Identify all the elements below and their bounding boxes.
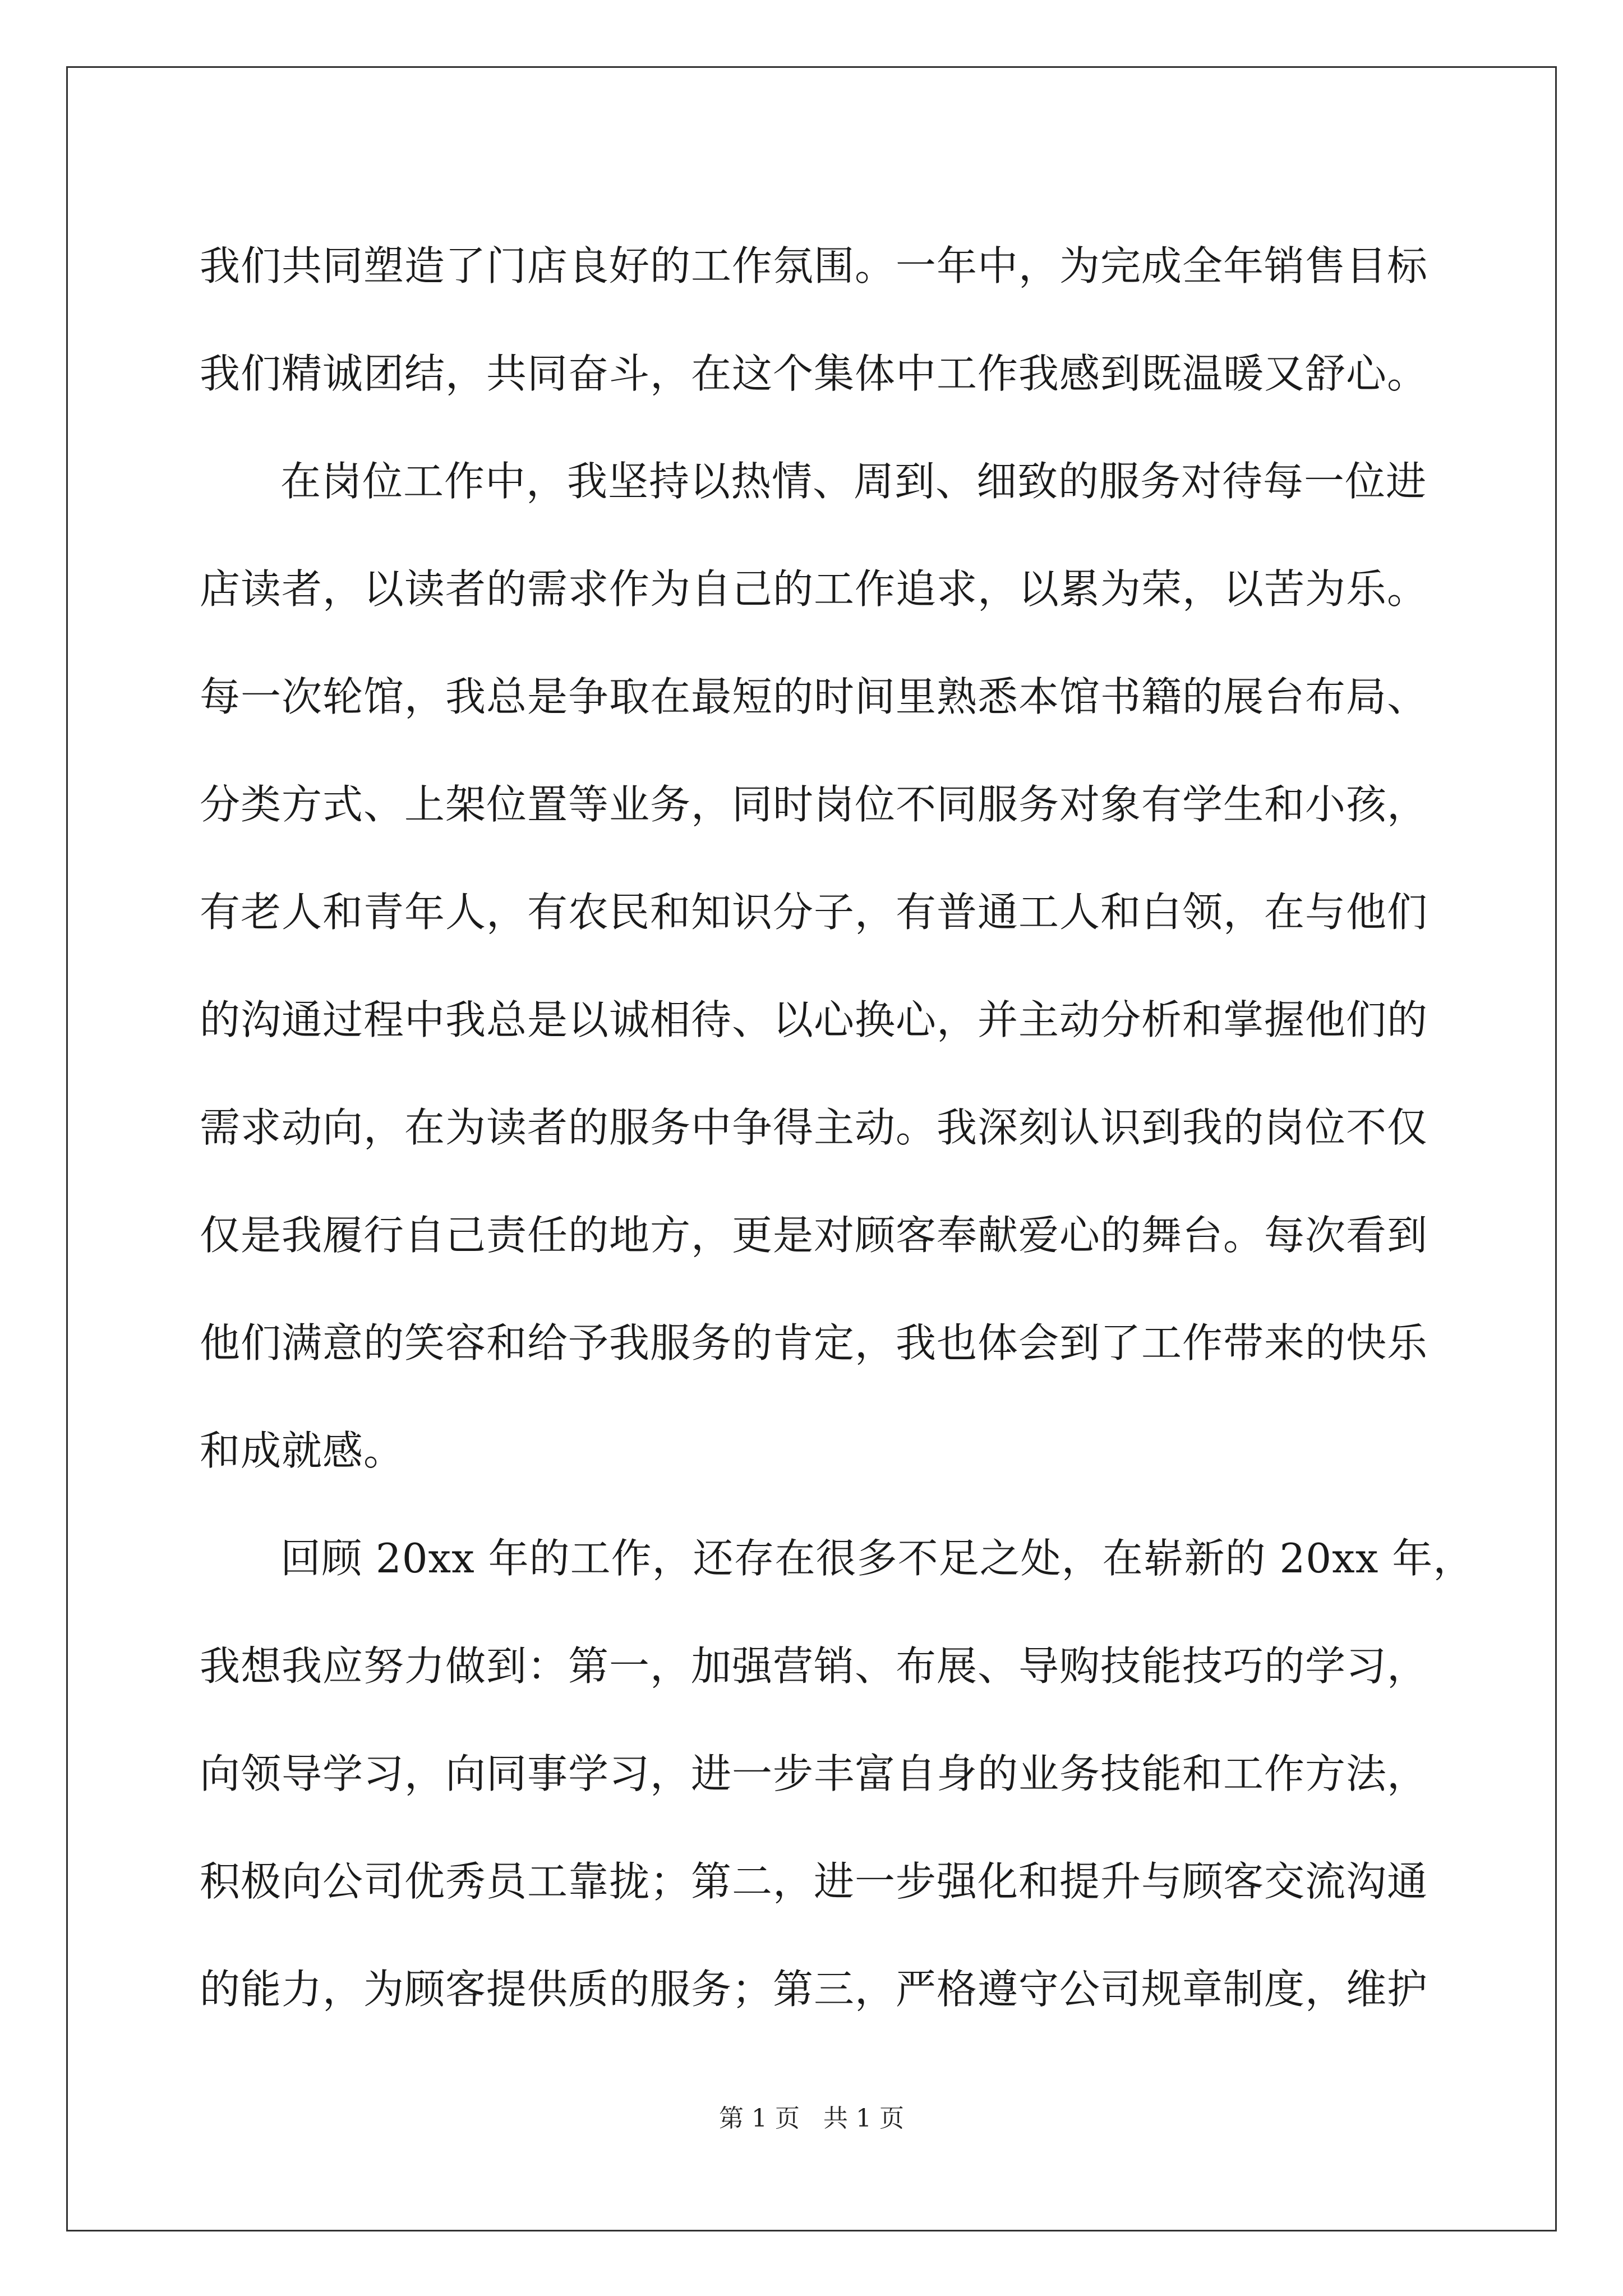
text-line: 我们精诚团结，共同奋斗，在这个集体中工作我感到既温暖又舒心。 (200, 350, 1428, 397)
text-line: 和成就感。 (200, 1427, 405, 1474)
document-body (200, 212, 1474, 2043)
text-line: 的沟通过程中我总是以诚相待、以心换心，并主动分析和掌握他们的 (200, 996, 1428, 1043)
text-line: 积极向公司优秀员工靠拢；第二，进一步强化和提升与顾客交流沟通 (200, 1858, 1428, 1905)
text-line: 的能力，为顾客提供质的服务；第三，严格遵守公司规章制度，维护 (200, 1966, 1428, 2013)
text-line: 分类方式、上架位置等业务，同时岗位不同服务对象有学生和小孩， (200, 781, 1428, 828)
text-line: 回顾 20xx 年的工作，还存在很多不足之处，在崭新的 20xx 年， (280, 1535, 1474, 1582)
text-line: 需求动向，在为读者的服务中争得主动。我深刻认识到我的岗位不仅 (200, 1104, 1428, 1151)
text-line: 在岗位工作中，我坚持以热情、周到、细致的服务对待每一位进 (280, 458, 1427, 505)
text-line: 有老人和青年人，有农民和知识分子，有普通工人和白领，在与他们 (200, 889, 1428, 936)
text-line: 向领导学习，向同事学习，进一步丰富自身的业务技能和工作方法， (200, 1750, 1428, 1797)
text-line: 他们满意的笑容和给予我服务的肯定，我也体会到了工作带来的快乐 (200, 1319, 1428, 1366)
text-line: 仅是我履行自己责任的地方，更是对顾客奉献爱心的舞台。每次看到 (200, 1212, 1428, 1259)
text-line: 我们共同塑造了门店良好的工作氛围。一年中，为完成全年销售目标 (200, 242, 1428, 289)
text-line: 店读者，以读者的需求作为自己的工作追求，以累为荣，以苦为乐。 (200, 565, 1428, 613)
page-footer: 第 1 页 共 1 页 (719, 2104, 904, 2133)
text-line: 每一次轮馆，我总是争取在最短的时间里熟悉本馆书籍的展台布局、 (200, 673, 1428, 720)
text-line: 我想我应努力做到：第一，加强营销、布展、导购技能技巧的学习， (200, 1642, 1428, 1690)
